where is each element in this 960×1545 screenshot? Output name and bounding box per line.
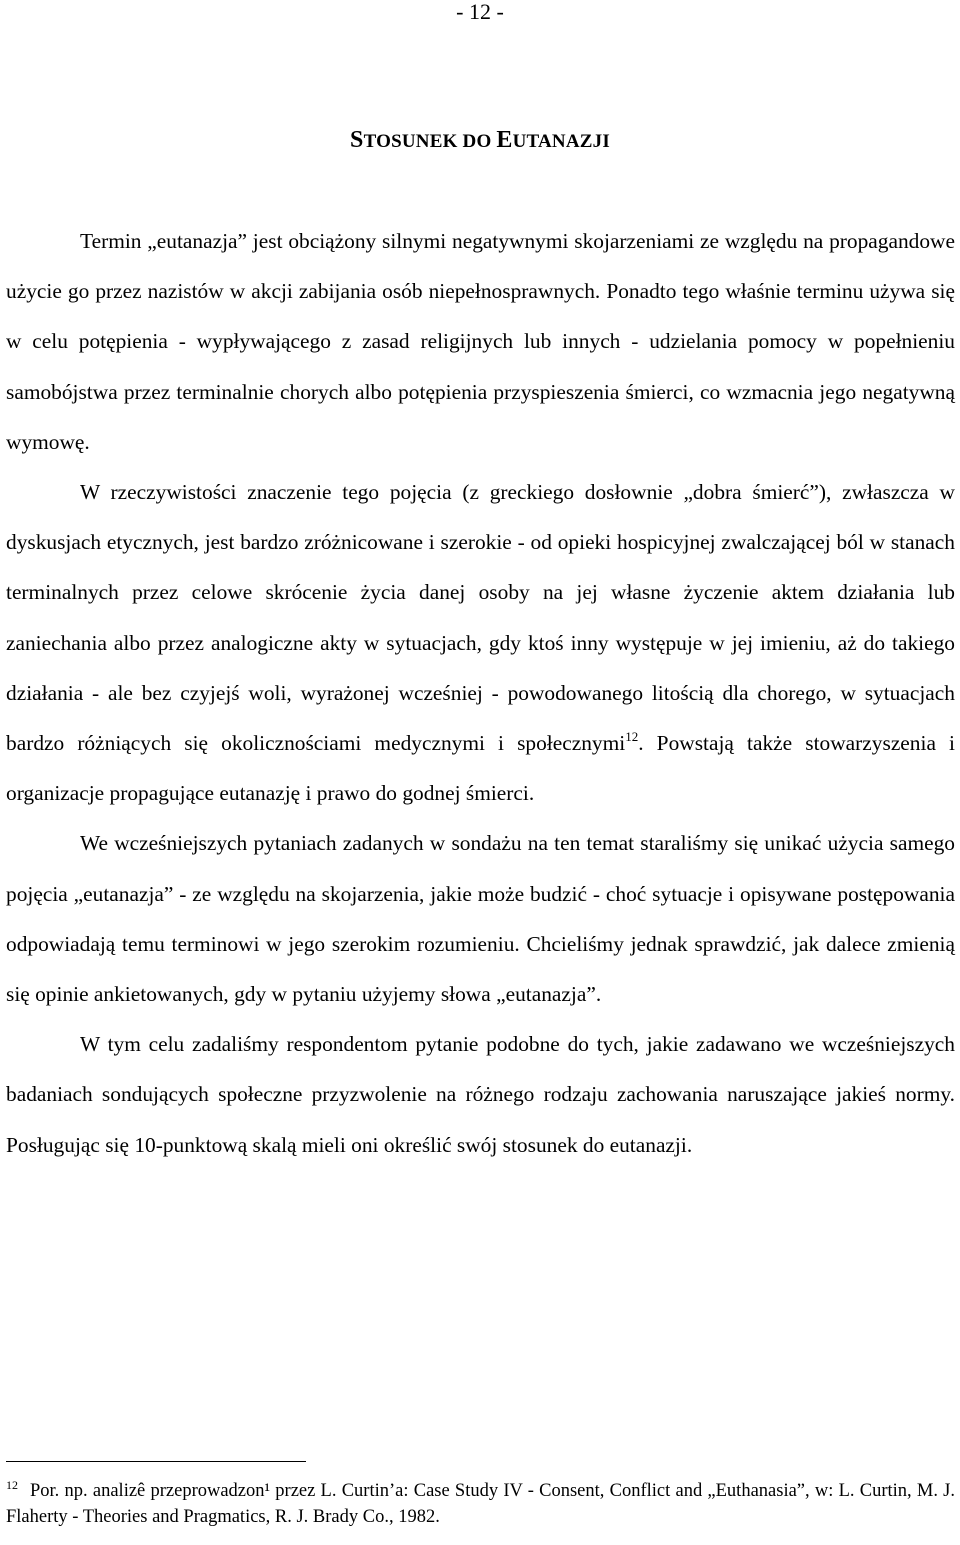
section-title-part-2: UTANAZJI <box>512 131 610 152</box>
paragraph-3: We wcześniejszych pytaniach zadanych w sondażu na ten temat staraliśmy się unikać użycia samego pojęcia „eutanazja” - ze względu na skojarzenia, jakie może budzić - choć sytuacje i opisywane postępowania odpowiadają temu terminowi w jego szerokim rozumieniu. Chcieliśmy jednak sprawdzić, jak dalece zmienią się opinie ankietowanych, gdy w pytaniu użyjemy słowa „eutanazja”. <box>6 831 955 1007</box>
footnote-text: Por. np. analizê przeprowadzon¹ przez L. Curtin’a: Case Study IV - Consent, Conflict and „Euthanasia”, w: L. Curtin, M. J. Flaherty - Theories and Pragmatics, R. J. Brady Co., 1982. <box>6 1481 955 1527</box>
footnote-separator <box>6 1461 306 1462</box>
footnote-mark: 12 <box>6 1478 18 1492</box>
section-title-initial-1: S <box>350 127 364 153</box>
paragraph-2-text-end: . Powstają także stowarzyszenia i organizacje propagujące eutanazję i prawo do godnej śmierci. <box>6 731 955 806</box>
footnote-reference: 12 <box>625 729 639 745</box>
section-title <box>0 126 960 156</box>
page-number: - 12 - <box>456 0 504 24</box>
body-text <box>6 216 955 1170</box>
footnote <box>6 1478 955 1530</box>
section-title-part-1: TOSUNEK DO <box>363 131 497 152</box>
paragraph-2-text: W rzeczywistości znaczenie tego pojęcia (z greckiego dosłownie „dobra śmierć”), zwłaszcza w dyskusjach etycznych, jest bardzo zróżnicowane i szerokie - od opieki hospicyjnej zwalczającej ból w stanach terminalnych przez celowe skrócenie życia danej osoby na jej własne życzenie aktem działania lub zaniechania albo przez analogiczne akty w sytuacjach, gdy ktoś inny występuje w jej imieniu, aż do takiego działania - ale bez czyjejś woli, wyrażonej wcześniej - powodowanego litością dla chorego, w sytuacjach bardzo różniących się okolicznościami medycznymi i społecznymi <box>6 480 955 756</box>
paragraph-2 <box>6 467 955 818</box>
paragraph-4: W tym celu zadaliśmy respondentom pytanie podobne do tych, jakie zadawano we wcześniejszych badaniach sondujących społeczne przyzwolenie na różnego rodzaju zachowania naruszające jakieś normy. Posługując się 10-punktową skalą mieli oni określić swój stosunek do eutanazji. <box>6 1032 955 1157</box>
paragraph-1: Termin „eutanazja” jest obciążony silnymi negatywnymi skojarzeniami ze względu na propagandowe użycie go przez nazistów w akcji zabijania osób niepełnosprawnych. Ponadto tego właśnie terminu używa się w celu potępienia - wypływającego z zasad religijnych lub innych - udzielania pomocy w popełnieniu samobójstwa przez terminalnie chorych albo potępienia przyspieszenia śmierci, co wzmacnia jego negatywną wymowę. <box>6 229 955 454</box>
section-title-initial-2: E <box>496 127 513 153</box>
